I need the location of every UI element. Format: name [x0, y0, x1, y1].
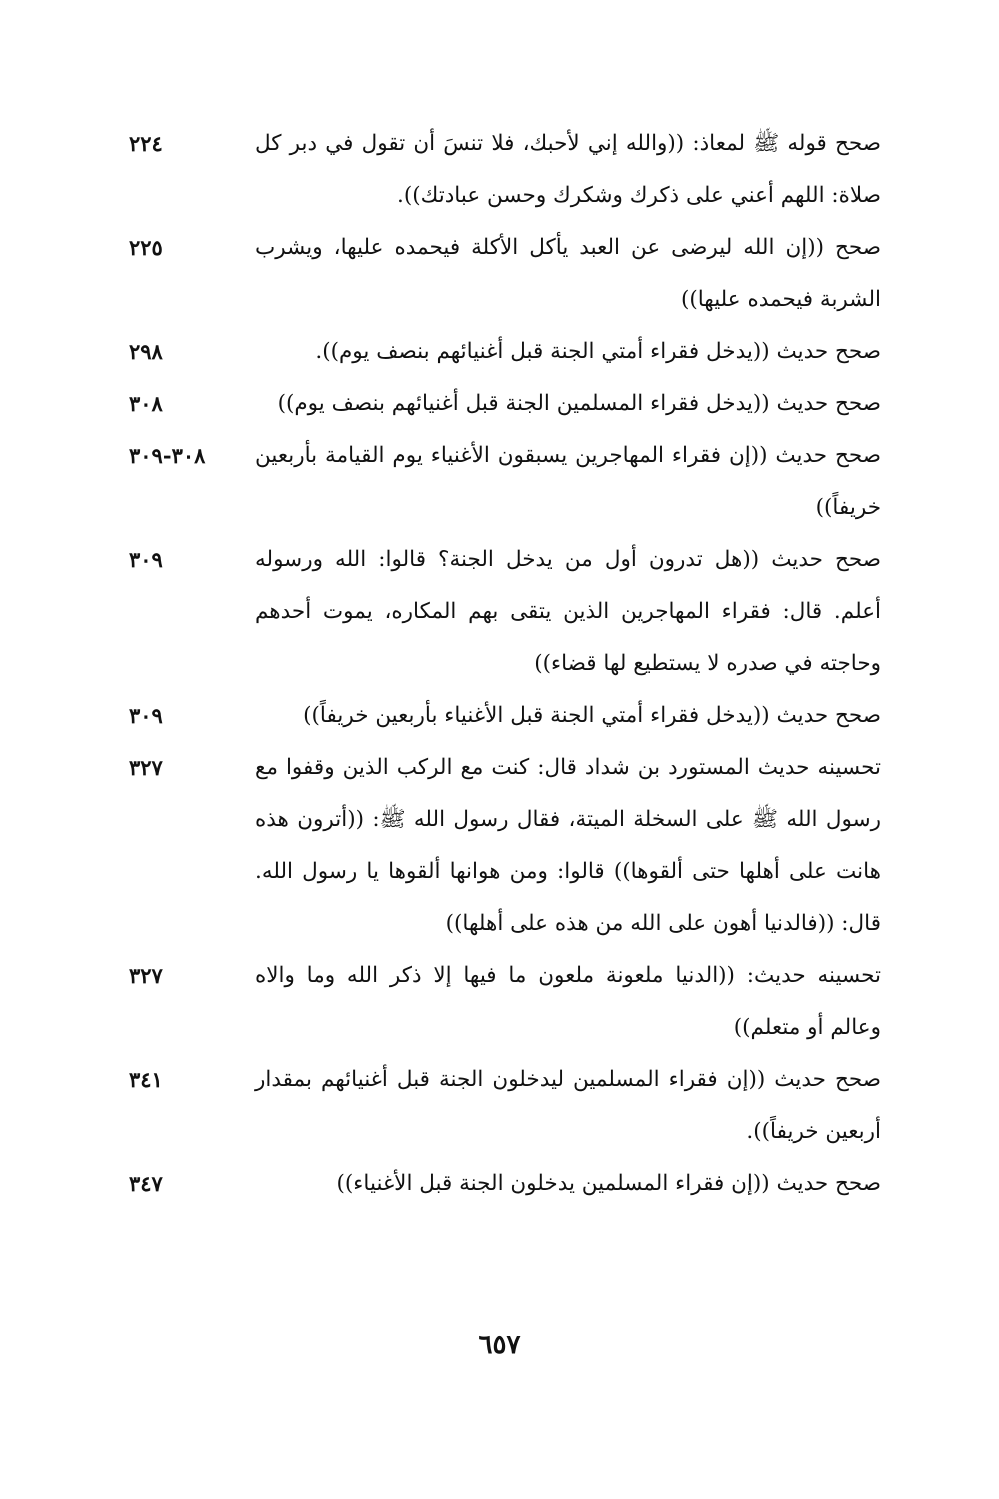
entry-text: تحسينه حديث: ((الدنيا ملعونة ملعون ما فيها إلا ذكر الله وما والاه وعالم أو متعلم))	[255, 963, 881, 1040]
entry-text: صحح حديث ((إن فقراء المسلمين ليدخلون الجنة قبل أغنيائهم بمقدار أربعين خريفاً)).	[255, 1067, 881, 1144]
entry-page-number: ٣٠٩	[129, 547, 163, 572]
index-entry	[119, 222, 881, 326]
entry-page-number: ٣٠٨	[129, 391, 163, 416]
entry-page-number: ٣٤١	[129, 1067, 163, 1092]
entry-text: صحح حديث ((هل تدرون أول من يدخل الجنة؟ قالوا: الله ورسوله أعلم. قال: فقراء المهاجرين الذين يتقى بهم المكاره، يموت أحدهم وحاجته في صدره لا يستطيع لها قضاء))	[255, 547, 881, 676]
entry-page-number: ٢٢٤	[129, 131, 163, 156]
index-entries	[119, 118, 881, 1210]
entry-page-number: ٢٩٨	[129, 339, 163, 364]
entry-text: صحح ((إن الله ليرضى عن العبد يأكل الأكلة فيحمده عليها، ويشرب الشربة فيحمده عليها))	[255, 235, 881, 312]
entry-page-number: ٣٤٧	[129, 1171, 163, 1196]
entry-text: صحح حديث ((إن فقراء المهاجرين يسبقون الأغنياء يوم القيامة بأربعين خريفاً))	[255, 443, 881, 520]
entry-text: صحح حديث ((يدخل فقراء أمتي الجنة قبل أغنيائهم بنصف يوم)).	[315, 339, 881, 364]
entry-page-number: ٣٢٧	[129, 755, 163, 780]
entry-page-number: ٣٠٩	[129, 703, 163, 728]
index-entry	[119, 326, 881, 378]
entry-page-number: ٣٢٧	[129, 963, 163, 988]
entry-text: صحح حديث ((يدخل فقراء المسلمين الجنة قبل أغنيائهم بنصف يوم))	[277, 391, 881, 416]
entry-page-number: ٢٢٥	[129, 235, 163, 260]
index-entry	[119, 1054, 881, 1158]
index-entry	[119, 430, 881, 534]
page-folio-number: ٦٥٧	[478, 1330, 521, 1360]
index-entry	[119, 742, 881, 950]
entry-text: صحح قوله ﷺ لمعاذ: ((والله إني لأحبك، فلا تنسَ أن تقول في دبر كل صلاة: اللهم أعني على ذكرك وشكرك وحسن عبادتك)).	[255, 131, 881, 208]
index-entry	[119, 534, 881, 690]
entry-text: صحح حديث ((إن فقراء المسلمين يدخلون الجنة قبل الأغنياء))	[336, 1171, 881, 1196]
index-entry	[119, 1158, 881, 1210]
entry-page-number: ٣٠٨-٣٠٩	[129, 443, 206, 468]
index-entry	[119, 950, 881, 1054]
entry-text: صحح حديث ((يدخل فقراء أمتي الجنة قبل الأغنياء بأربعين خريفاً))	[303, 703, 881, 728]
index-entry	[119, 378, 881, 430]
entry-text: تحسينه حديث المستورد بن شداد قال: كنت مع الركب الذين وقفوا مع رسول الله ﷺ على السخلة الميتة، فقال رسول الله ﷺ: ((أترون هذه هانت على أهلها حتى ألقوها)) قالوا: ومن هوانها ألقوها يا رسول الله. قال: ((فالدنيا أهون على الله من هذه على أهلها))	[255, 755, 881, 936]
index-entry	[119, 690, 881, 742]
index-entry	[119, 118, 881, 222]
